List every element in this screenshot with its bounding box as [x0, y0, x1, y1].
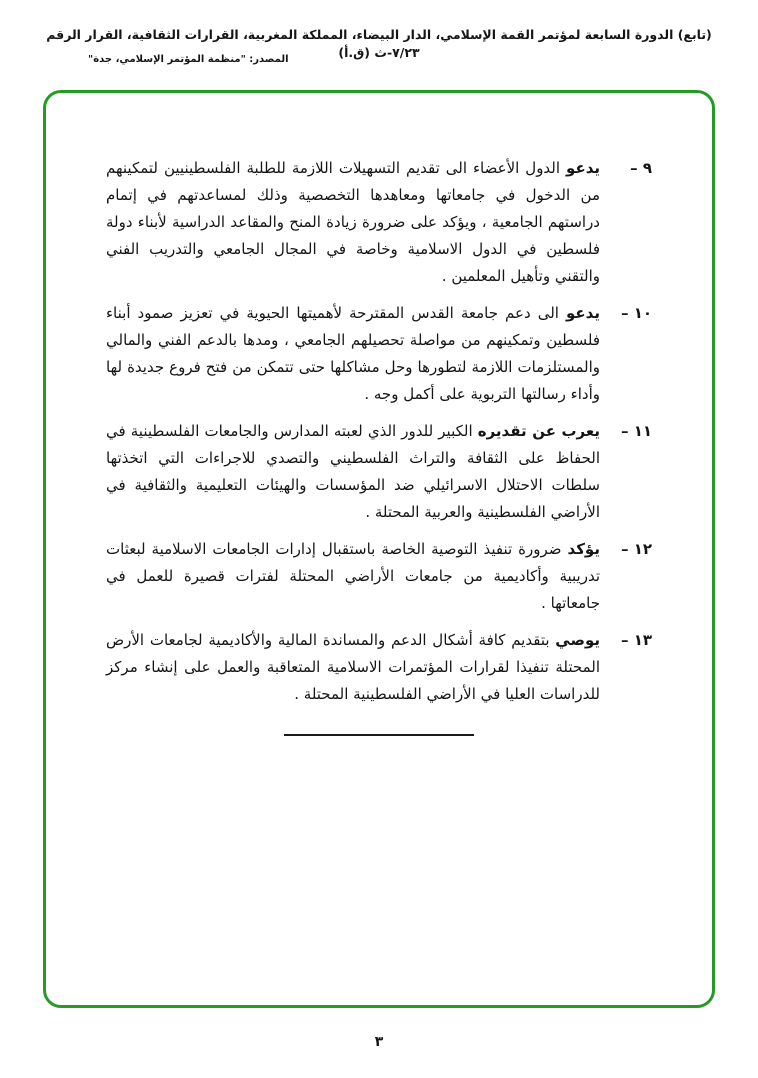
item-text: الدول الأعضاء الى تقديم التسهيلات اللازمة للطلبة الفلسطينيين لتمكينهم من الدخول في جامعاتها ومعاهدها التخصصية وذلك لمساعدتهم في إتمام دراستهم الجامعية ، ويؤكد على ضرورة زيادة المنح والمقاعد الدراسية لأبناء دولة فلسطين في الدول الاسلامية وخاصة في المجال الجامعي والتدريب الفني والتقني وتأهيل المعلمين . — [106, 159, 600, 285]
item-text: ضرورة تنفيذ التوصية الخاصة باستقبال إدارات الجامعات الاسلامية لبعثات تدريبية وأكاديمية من جامعات الأراضي المحتلة لفترات قصيرة للعمل في جامعاتها . — [106, 540, 600, 612]
item-number: ١٣ – — [620, 631, 652, 649]
item-text: الى دعم جامعة القدس المقترحة لأهميتها الحيوية في تعزيز صمود أبناء فلسطين وتمكينهم من مواصلة تحصيلهم الجامعي ، ومدها بالدعم الفني والمالي والمستلزمات اللازمة لتطورها وحل مشاكلها حتى تتمكن من فتح فروع جديدة لها وأداء رسالتها التربوية على أكمل وجه . — [106, 304, 600, 403]
item-number: ١١ – — [620, 422, 652, 440]
item-text: الكبير للدور الذي لعبته المدارس والجامعات الفلسطينية في الحفاظ على الثقافة والتراث الفلسطيني والتصدي للاجراءات التي اتخذتها سلطات الاحتلال الاسرائيلي ضد المؤسسات والهيئات التعليمية والثقافية في الأراضي الفلسطينية والعربية المحتلة . — [106, 422, 600, 521]
document-frame — [43, 90, 715, 1008]
item-lead: يؤكد — [567, 540, 600, 558]
resolution-item — [106, 418, 652, 526]
item-lead: يوصي — [555, 631, 600, 649]
item-lead: يعرب عن تقديره — [477, 422, 600, 440]
source-value: "منظمة المؤتمر الإسلامي، جدة" — [88, 54, 246, 65]
item-text: بتقديم كافة أشكال الدعم والمساندة المالية والأكاديمية لجامعات الأرض المحتلة تنفيذا لقرارات المؤتمرات الاسلامية المتعاقبة والعمل على إنشاء مركز للدراسات العليا في الأراضي الفلسطينية المحتلة . — [106, 631, 600, 703]
item-lead: يدعو — [566, 304, 600, 322]
resolution-item — [106, 536, 652, 617]
source-label: المصدر: — [249, 54, 289, 65]
source-line — [88, 54, 289, 65]
resolution-item — [106, 300, 652, 408]
item-number: ١٠ – — [620, 304, 652, 322]
item-number: ١٢ – — [620, 540, 652, 558]
page-number: ٣ — [374, 1034, 384, 1050]
separator-line — [284, 734, 474, 736]
resolution-item — [106, 627, 652, 708]
item-lead: يدعو — [566, 159, 600, 177]
resolutions-list — [106, 155, 652, 736]
item-number: ٩ – — [630, 159, 652, 177]
header-title: (تابع) الدورة السابعة لمؤتمر القمة الإسلامي، الدار البيضاء، المملكة المغربية، القرارات الثقافية، القرار الرقم ٧/٢٣-ث (ق.أ) — [46, 27, 712, 60]
resolution-item — [106, 155, 652, 290]
